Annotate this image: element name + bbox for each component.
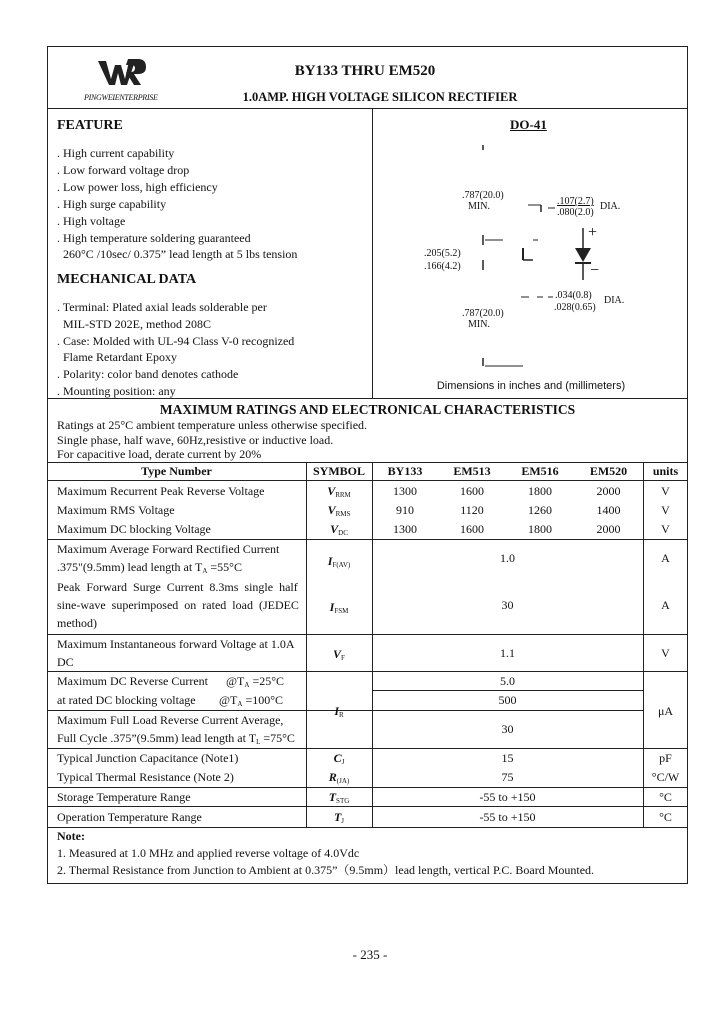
package-outline-drawing [373,130,683,380]
param-condition: .375"(9.5mm) lead length at $T_A =55^\circ C$ [57,560,242,575]
note-2: 2. Thermal Resistance from Junction to Ambient at 0.375”（9.5mm）lead length, vertical P.C. Board Mounted. [57,863,595,877]
list-item: . Low power loss, high efficiency [57,180,218,194]
dim-lead-bottom-min: MIN. [468,319,490,330]
param-name: Maximum RMS Voltage [57,503,175,517]
value: 30 [501,722,514,736]
list-item: . High voltage [57,214,126,228]
dim-lead-bottom: .787(20.0) [462,308,504,319]
ratings-note-2: Single phase, half wave, 60Hz,resistive or inductive load. [57,433,334,447]
dim-body-len-2: .166(4.2) [424,261,461,272]
col-header-em513: EM513 [453,464,491,478]
value-em516: 1260 [528,503,552,517]
symbol: $V_{DC}$ [330,522,348,537]
value-em520: 1400 [596,503,621,517]
header-divider [47,108,688,109]
param-name: Typical Thermal Resistance (Note 2) [57,770,234,784]
param-name: Maximum Instantaneous forward Voltage at 1.0A [57,637,295,651]
unit: A [661,551,670,565]
symbol: $T_J$ [333,810,345,825]
value: 30 [501,598,514,612]
param-name-line-2: Full Cycle .375”(9.5mm) lead length at $T_L =75^\circ C$ [57,731,295,746]
dim-lead-top: .787(20.0) [462,190,504,201]
section-divider [47,398,688,399]
value: -55 to +150 [479,810,536,824]
value-em513: 1600 [460,484,484,498]
value-em520: 2000 [596,484,621,498]
value: -55 to +150 [479,790,536,804]
symbol: $V_{RRM}$ [327,484,351,499]
unit: V [661,484,670,498]
dim-body-dia-2: .080(2.0) [557,207,594,218]
value-em516: 1800 [528,484,552,498]
unit: °C/W [651,770,680,784]
dim-body-dia-unit: DIA. [600,201,621,212]
symbol: $C_J$ [333,751,345,766]
ratings-heading: MAXIMUM RATINGS AND ELECTRONICAL CHARACTERISTICS [159,402,576,417]
unit: V [661,503,670,517]
value: 15 [501,751,514,765]
unit: pF [659,751,672,765]
param-name-line-2: at rated DC blocking voltage [57,693,196,707]
package-name: DO-41 [510,117,547,132]
param-name: Maximum Average Forward Rectified Current [57,542,280,556]
param-condition: $@T_A =25^\circ C$ [226,674,285,689]
package-minus: − [590,262,600,279]
document-subtitle: 1.0AMP. HIGH VOLTAGE SILICON RECTIFIER [242,90,518,104]
list-item: . Polarity: color band denotes cathode [57,367,239,381]
ratings-note-1: Ratings at 25°C ambient temperature unless otherwise specified. [57,418,368,432]
page-number: - 235 - [352,947,388,962]
param-condition: $@T_A =100^\circ C$ [219,693,284,708]
col-header-symbol: SYMBOL [312,464,365,478]
package-plus: + [588,224,598,241]
list-item: Flame Retardant Epoxy [57,350,177,364]
col-header-em520: EM520 [589,464,628,478]
dim-lead-top-min: MIN. [468,201,490,212]
company-logo [95,55,150,89]
value: 75 [501,770,514,784]
param-name: Maximum DC Reverse Current [57,674,208,688]
symbol: $I_{F(AV)}$ [327,554,351,569]
unit: °C [659,810,672,824]
value: 1.1 [500,646,515,660]
feature-heading: FEATURE [57,118,123,133]
dim-body-len-1: .205(5.2) [424,248,461,259]
document-title: BY133 THRU EM520 [294,63,436,79]
list-item: 260°C /10sec/ 0.375” lead length at 5 lbs tension [57,247,298,261]
col-header-em516: EM516 [521,464,559,478]
list-item: . High current capability [57,146,175,160]
symbol-ir: $I_R$ [334,704,344,719]
unit: V [661,522,670,536]
param-name: Maximum DC blocking Voltage [57,522,211,536]
unit: °C [659,790,672,804]
list-item: . Mounting position: any [57,384,176,398]
list-item: MIL-STD 202E, method 208C [57,317,211,331]
package-caption: Dimensions in inches and (millimeters) [436,380,626,392]
value-by133: 1300 [393,522,417,536]
symbol: $T_{STG}$ [328,790,350,805]
symbol: $R_{(JA)}$ [328,770,350,785]
unit: V [661,646,670,660]
symbol: $I_{FSM}$ [329,600,349,615]
dim-lead-dia-2: .028(0.65) [554,302,596,313]
param-name-line-3: method) [57,616,97,630]
value-em516: 1800 [528,522,552,536]
dim-lead-dia-1: .034(0.8) [555,290,592,301]
list-item: . Terminal: Plated axial leads solderable per [57,300,267,314]
value-em513: 1600 [460,522,484,536]
symbol: $V_F$ [333,647,345,662]
dim-lead-dia-unit: DIA. [604,295,625,306]
param-name: Typical Junction Capacitance (Note1) [57,751,239,765]
mechanical-heading: MECHANICAL DATA [57,272,197,287]
list-item: . High surge capability [57,197,167,211]
col-header-units: units [652,464,679,478]
param-name-line-2: DC [57,655,74,669]
value-em513: 1120 [460,503,484,517]
note-1: 1. Measured at 1.0 MHz and applied reverse voltage of 4.0Vdc [57,846,360,860]
param-name-line-2: sine-wave superimposed on rated load (JEDEC [57,598,299,612]
list-item: . Case: Molded with UL-94 Class V-0 recognized [57,334,295,348]
param-name: Operation Temperature Range [57,810,202,824]
value-by133: 910 [396,503,414,517]
list-item: . High temperature soldering guaranteed [57,231,251,245]
param-name: Maximum Full Load Reverse Current Average, [57,713,284,727]
param-name: Peak Forward Surge Current 8.3ms single half [57,580,298,594]
param-name: Maximum Recurrent Peak Reverse Voltage [57,484,265,498]
list-item: . Low forward voltage drop [57,163,190,177]
value: 1.0 [500,551,515,565]
col-header-type: Type Number [141,464,212,478]
param-name: Storage Temperature Range [57,790,191,804]
symbol: $V_{RMS}$ [327,503,351,518]
unit: A [661,598,670,612]
ratings-note-3: For capacitive load, derate current by 20% [57,447,262,461]
value-by133: 1300 [393,484,417,498]
dim-body-dia-1: .107(2.7) [557,196,594,207]
notes-heading: Note: [57,829,85,843]
value-em520: 2000 [596,522,621,536]
col-header-by133: BY133 [387,464,423,478]
value-100c: 500 [498,693,517,707]
company-name: PINGWEIENTERPRISE [84,93,158,102]
value-25c: 5.0 [500,674,515,688]
unit-ir: μA [657,704,674,718]
